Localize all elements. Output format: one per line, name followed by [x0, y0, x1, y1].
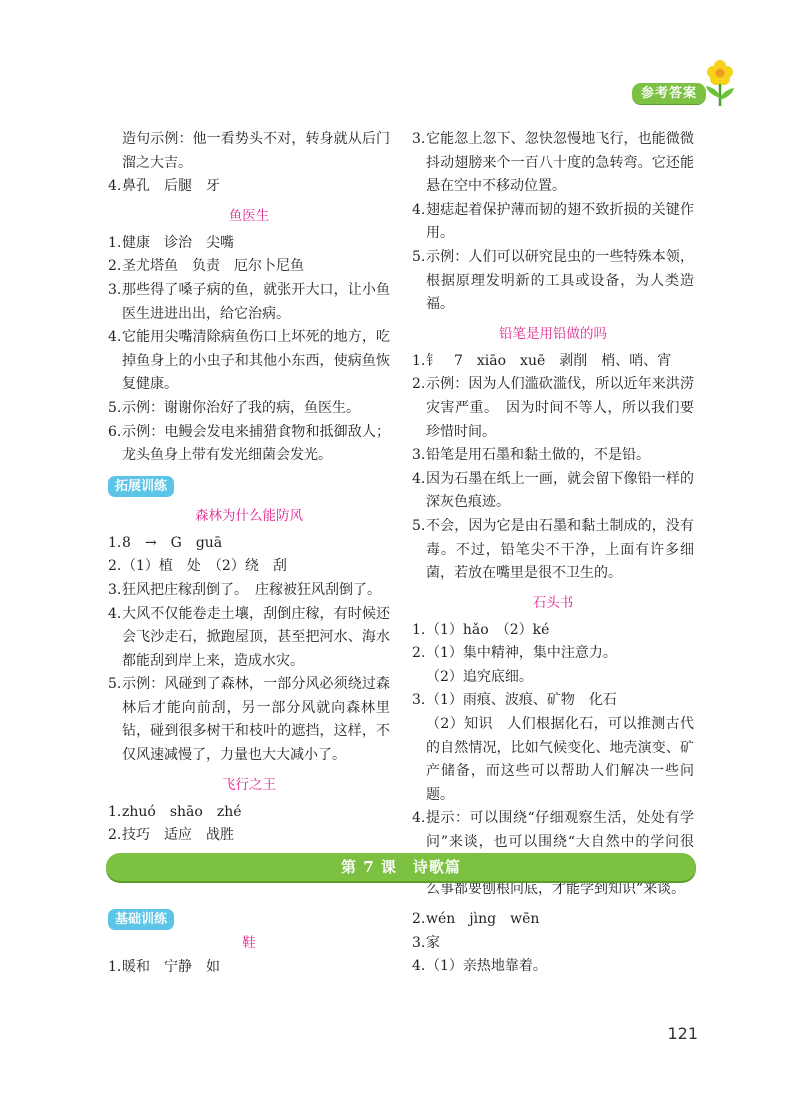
list-item: 2. 示例：因为人们滥砍滥伐，所以近年来洪涝灾害严重。 因为时间不等人，所以我们要珍惜时间。	[412, 376, 694, 440]
sub-answer: （2）追究底细。	[426, 668, 533, 685]
poem-title: 鞋	[242, 935, 256, 951]
list-item: 2. wén jìng wēn	[412, 911, 540, 927]
list-item: 4. 鼻孔 后腿 牙	[108, 178, 220, 195]
reference-answer-badge	[632, 82, 706, 101]
section-title-flying-king: 飞行之王	[222, 776, 276, 793]
list-item: 3. 它能忽上忽下、忽快忽慢地飞行，也能微微抖动翅膀来个一百八十度的急转弯。它还能悬在空中不移动位置。	[412, 131, 694, 195]
list-item: 3. 狂风把庄稼刮倒了。 庄稼被狂风刮倒了。	[108, 581, 381, 598]
page-number: 121	[667, 1024, 698, 1043]
list-item: 4. （1）亲热地靠着。	[412, 958, 547, 975]
right-column	[412, 128, 694, 902]
continued-text: 造句示例：他一看势头不对，转身就从后门溜之大吉。	[122, 131, 390, 171]
list-item: 3. 那些得了嗓子病的鱼，就张开大口，让小鱼医生进进出出，给它治病。	[108, 281, 390, 322]
list-item: 5. 示例：人们可以研究昆虫的一些特殊本领，根据原理发明新的工具或设备，为人类造福。	[412, 248, 694, 313]
sub-answer: （2）知识 人们根据化石，可以推测古代的自然情况，比如气候变化、地壳演变、矿产储备，而这些可以帮助人们解决一些问题。	[426, 716, 694, 803]
section-title-stone-book: 石头书	[532, 594, 574, 611]
section-title-forest: 森林为什么能防风	[195, 507, 303, 524]
fish-doctor-answers	[108, 232, 390, 468]
list-item: 2. 圣尤塔鱼 负责 厄尔卜尼鱼	[108, 258, 304, 275]
lesson-banner: 第 7 课 诗歌篇	[106, 853, 696, 881]
list-item: 1. 暖和 宁静 如	[108, 959, 220, 975]
list-item: 3. （1）雨痕、波痕、矿物 化石	[412, 692, 617, 709]
list-item: 2. 技巧 适应 战胜	[108, 827, 234, 844]
lesson-right-column	[412, 908, 694, 979]
badge-label: 参考答案	[632, 83, 706, 104]
list-item: 6. 示例：电鳗会发电来捕猎食物和抵御敌人；龙头鱼身上带有发光细菌会发光。	[108, 423, 390, 464]
basic-training-tag: 基础训练	[108, 909, 174, 930]
list-item: 5. 示例：谢谢你治好了我的病，鱼医生。	[108, 399, 360, 416]
list-item: 3. 家	[412, 934, 440, 951]
section-title-fish-doctor: 鱼医生	[228, 207, 270, 224]
list-item: 1. 8 → G guā	[108, 534, 223, 551]
lesson-left-column	[108, 908, 390, 980]
list-item: 4. 翅痣起着保护薄而韧的翅不致折损的关键作用。	[412, 201, 694, 242]
section-title-pencil: 铅笔是用铅做的吗	[499, 325, 607, 342]
list-item: 2. （1）集中精神，集中注意力。	[412, 645, 617, 662]
list-item: 1. 健康 诊治 尖嘴	[108, 234, 234, 251]
list-item: 4. 提示：可以围绕“仔细观察生活，处处有学问”来谈，也可以围绕“大自然中的学问很 么事都要刨根问底，才能学到知识”来谈。	[412, 810, 694, 898]
list-item: 1. （1）hǎo （2）ké	[412, 621, 550, 638]
extension-training-tag: 拓展训练	[108, 476, 174, 497]
list-item: 2. （1）植 处 （2）绕 刮	[108, 558, 287, 575]
list-item: 3. 铅笔是用石墨和黏土做的，不是铅。	[412, 447, 650, 464]
list-item: 1. zhuó shāo zhé	[108, 803, 242, 820]
list-item: 5. 示例：风碰到了森林，一部分风必须绕过森林后才能向前刮，另一部分风就向森林里钻，碰到很多树干和枝叶的遮挡，这样，不仅风速减慢了，力量也大大减小了。	[108, 676, 390, 764]
pencil-answers	[412, 350, 694, 586]
list-item: 5. 不会，因为它是由石墨和黏土制成的，没有毒。不过，铅笔尖不干净，上面有许多细菌，若放在嘴里是很不卫生的。	[412, 517, 694, 582]
flower-icon	[702, 58, 738, 108]
list-item: 1. 钅 7 xiāo xuē 剥削 梢、哨、宵	[412, 352, 672, 369]
flying-king-answers	[108, 801, 390, 848]
list-item: 4. 因为石墨在纸上一画，就会留下像铅一样的深灰色痕迹。	[412, 470, 694, 511]
list-item: 4. 它能用尖嘴清除病鱼伤口上坏死的地方，吃掉鱼身上的小虫子和其他小东西，使病鱼恢复健康。	[108, 329, 390, 393]
forest-answers	[108, 532, 390, 768]
list-item: 4. 大风不仅能卷走土壤，刮倒庄稼，有时候还会飞沙走石，掀跑屋顶，甚至把河水、海水都能刮到岸上来，造成水灾。	[108, 605, 390, 669]
flying-king-answers-continued	[412, 128, 694, 317]
left-column	[108, 128, 390, 848]
